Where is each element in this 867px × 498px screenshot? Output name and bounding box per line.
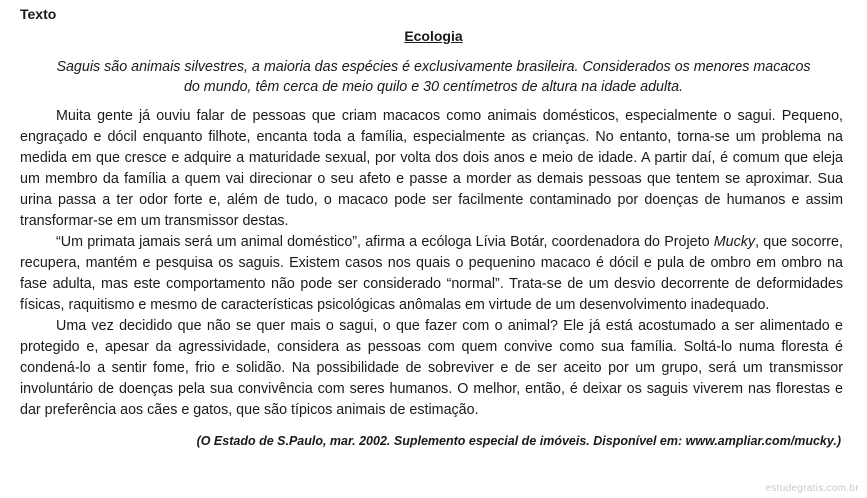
site-watermark: estudegratis.com.br: [765, 483, 859, 494]
paragraph-3: Uma vez decidido que não se quer mais o sagui, o que fazer com o animal? Ele já está acostumado a ser alimentado e protegido e, apesar da agressividade, considera as pessoas com quem convive como sua família. Soltá-lo numa floresta é condená-lo a sentir fome, frio e solidão. Na possibilidade de sobreviver e de ser aceito por um grupo, será um transmissor involuntário de doenças pela sua convivência com seres humanos. O melhor, então, é deixar os saguis viverem nas florestas e dar preferência aos cães e gatos, que são típicos animais de estimação.: [20, 318, 843, 418]
paragraph-2-part-1: “Um primata jamais será um animal doméstico”, afirma a ecóloga Lívia Botár, coordenadora do Projeto: [56, 234, 714, 250]
project-name: Mucky: [713, 234, 756, 250]
source-citation: (O Estado de S.Paulo, mar. 2002. Suplemento especial de imóveis. Disponível em: www.ampliar.com/mucky.): [196, 434, 841, 448]
paragraph-1: Muita gente já ouviu falar de pessoas que criam macacos como animais domésticos, especialmente o sagui. Pequeno, engraçado e dócil enquanto filhote, encanta toda a família, especialmente as crianças. No entanto, torna-se um problema na medida em que cresce e adquire a maturidade sexual, por volta dos dois anos e meio de idade. A partir daí, é comum que eleja um membro da família a quem vai direcionar o seu afeto e passe a morder as demais pessoas que tentem se aproximar. Sua urina passa a ter odor forte e, além de tudo, o macaco pode ser facilmente contaminado por doenças de humanos e assim transformar-se em um transmissor destas.: [20, 108, 843, 229]
document-subtitle: Saguis são animais silvestres, a maioria das espécies é exclusivamente brasileira. Considerados os menores macacos do mundo, têm cerca de meio quilo e 30 centímetros de altura na idade adulta.: [56, 59, 811, 95]
section-label: Texto: [20, 6, 57, 22]
paragraph-2: [20, 232, 843, 316]
document-title: Ecologia: [404, 28, 463, 44]
body-text: [20, 106, 843, 421]
paragraph-2-part-2: , que socorre, recupera, mantém e pesquisa os saguis. Existem casos nos quais o pequenino macaco é dócil e pula de ombro em ombro na fase adulta, mas este comportamento não pode ser considerado “normal”. Trata-se de um desvio decorrente de deformidades físicas, raquitismo e mesmo de características psicológicas anômalas em virtude de um desenvolvimento inadequado.: [20, 234, 843, 313]
